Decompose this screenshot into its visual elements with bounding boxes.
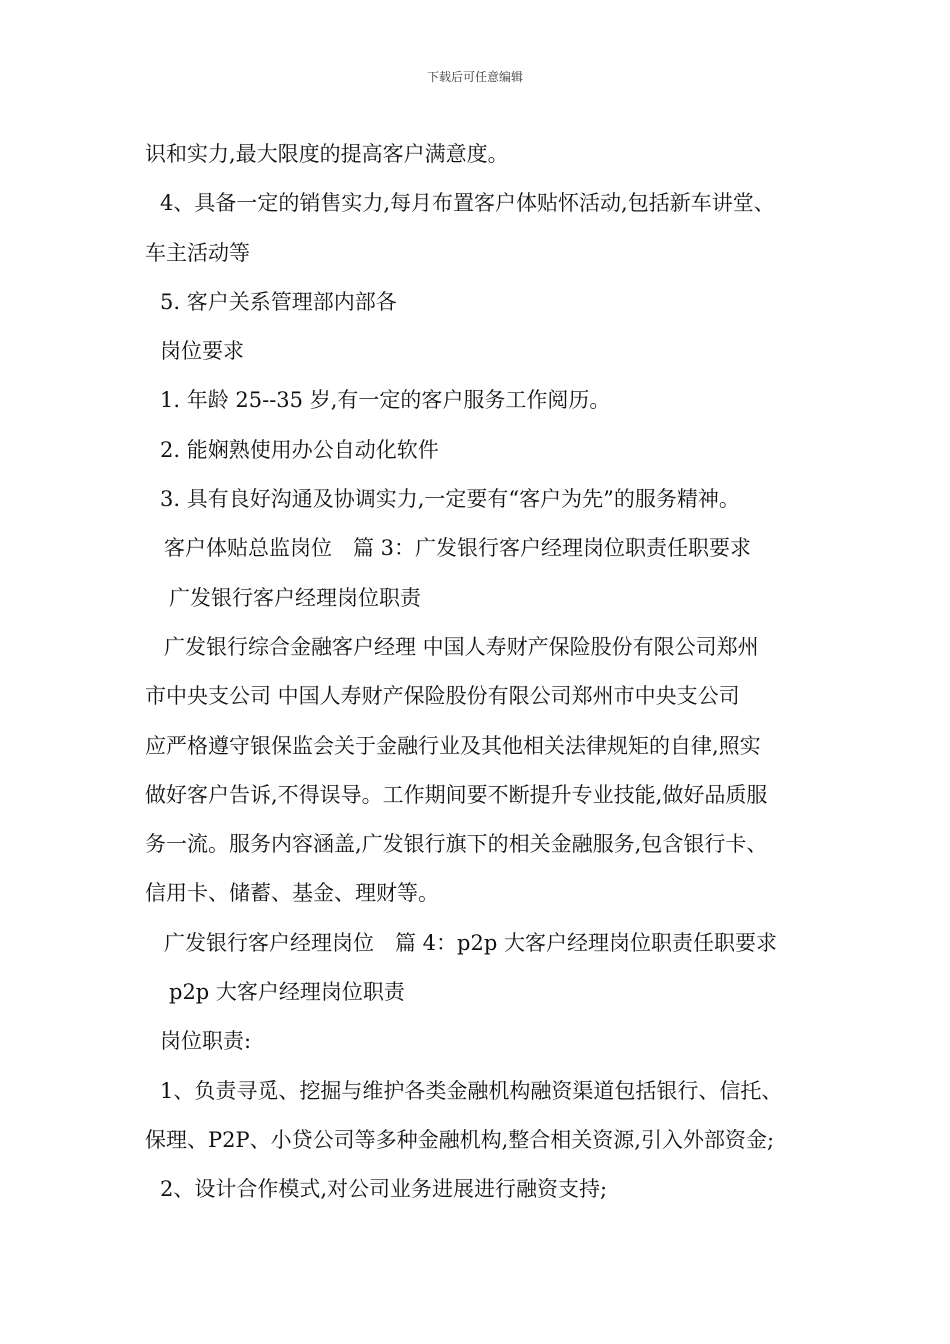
section-heading: p2p 大客户经理岗位职责 [169, 980, 405, 1005]
paragraph-line: 车主活动等 [145, 240, 250, 265]
paragraph-line: 保理、P2P、小贷公司等多种金融机构,整合相关资源,引入外部资金; [145, 1127, 775, 1152]
list-item: 1. 年龄 25--35 岁,有一定的客户服务工作阅历。 [160, 388, 611, 413]
section-title: 客户体贴总监岗位 篇 3：广发银行客户经理岗位职责任职要求 [164, 536, 752, 561]
paragraph-line: 市中央支公司 中国人寿财产保险股份有限公司郑州市中央支公司 [145, 684, 740, 709]
paragraph-line: 务一流。服务内容涵盖,广发银行旗下的相关金融服务,包含银行卡、 [145, 832, 768, 857]
section-heading: 岗位职责: [160, 1029, 252, 1054]
section-heading: 广发银行客户经理岗位职责 [169, 585, 421, 610]
list-item: 2. 能娴熟使用办公自动化软件 [160, 437, 439, 462]
document-body [145, 130, 825, 1215]
paragraph-line: 4、具备一定的销售实力,每月布置客户体贴怀活动,包括新车讲堂、 [160, 191, 775, 216]
paragraph-line: 信用卡、储蓄、基金、理财等。 [145, 881, 439, 906]
section-heading: 岗位要求 [160, 339, 244, 364]
list-item: 1、负责寻觅、挖掘与维护各类金融机构融资渠道包括银行、信托、 [160, 1078, 783, 1103]
page-header: 下载后可任意编辑 [426, 70, 523, 84]
section-title: 广发银行客户经理岗位 篇 4：p2p 大客户经理岗位职责任职要求 [164, 930, 777, 955]
paragraph-line: 做好客户告诉,不得误导。工作期间要不断提升专业技能,做好品质服 [145, 782, 768, 807]
paragraph-line: 识和实力,最大限度的提高客户满意度。 [145, 142, 509, 166]
list-item: 3. 具有良好沟通及协调实力,一定要有“客户为先”的服务精神。 [160, 487, 740, 512]
list-item: 2、设计合作模式,对公司业务进展进行融资支持; [160, 1177, 608, 1202]
paragraph-line: 应严格遵守银保监会关于金融行业及其他相关法律规矩的自律,照实 [145, 733, 761, 758]
paragraph-line: 5. 客户关系管理部内部各 [160, 289, 397, 314]
paragraph-line: 广发银行综合金融客户经理 中国人寿财产保险股份有限公司郑州 [164, 634, 759, 659]
